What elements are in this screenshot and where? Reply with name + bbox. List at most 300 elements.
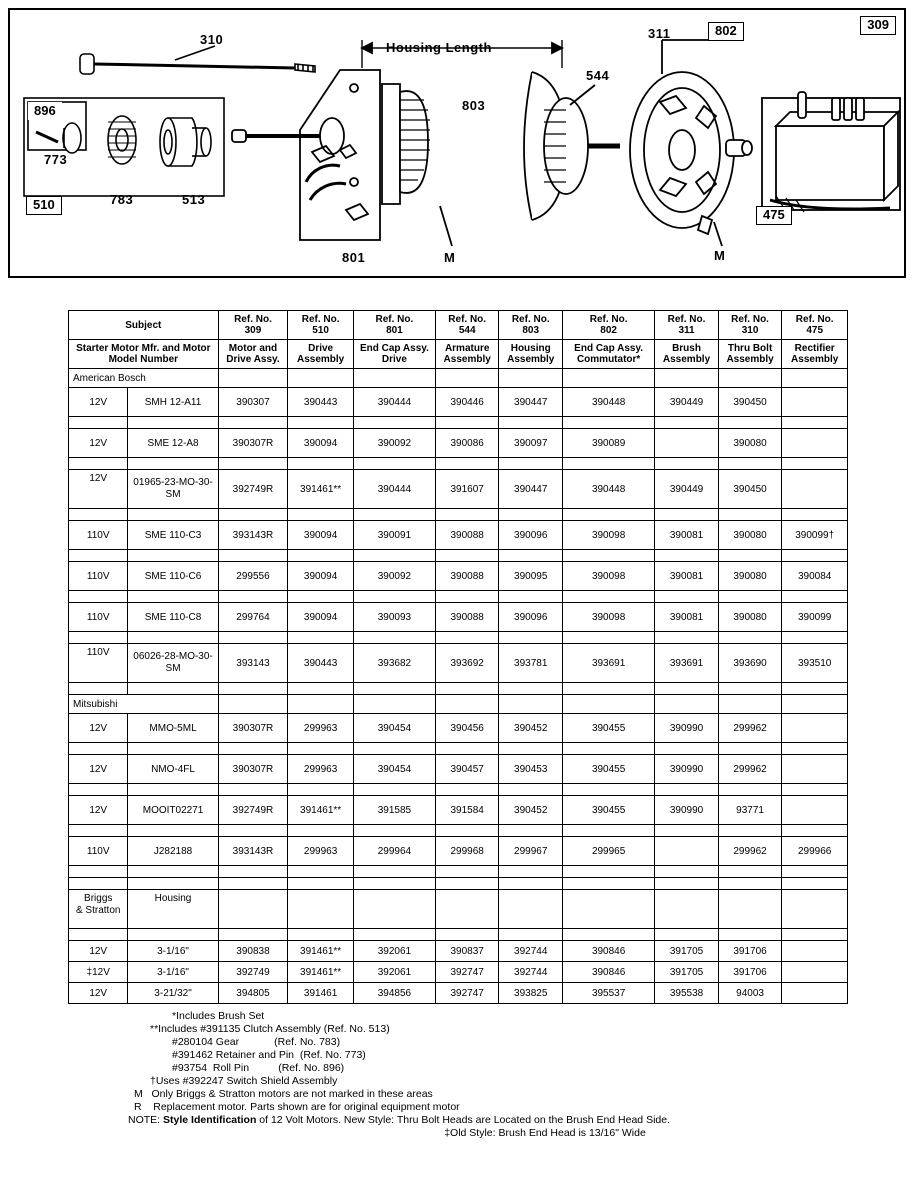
callout-box-309: 309 (860, 16, 896, 35)
cell-empty (288, 369, 354, 388)
cell-empty (655, 683, 719, 695)
cell-empty (563, 632, 655, 644)
cell-voltage: 12V (69, 388, 128, 417)
cell-empty (128, 458, 218, 470)
cell-empty (655, 632, 719, 644)
cell-empty (563, 417, 655, 429)
table-row (69, 562, 848, 591)
callout-803: 803 (462, 98, 486, 113)
cell-model: 3-1/16" (128, 941, 218, 962)
header-ref-label: Ref. No. (301, 314, 340, 325)
cell-model: 3-1/16" (128, 962, 218, 983)
cell-802: 390455 (563, 755, 655, 784)
exploded-parts-diagram (8, 8, 906, 278)
cell-510: 390094 (288, 521, 354, 550)
cell-empty (655, 550, 719, 562)
cell-544: 393692 (435, 644, 499, 683)
cell-voltage: 12V (69, 429, 128, 458)
cell-empty (69, 550, 128, 562)
parts-table (68, 310, 848, 1004)
cell-empty (218, 683, 288, 695)
group-label-line2: & Stratton (75, 905, 121, 916)
cell-empty (128, 784, 218, 796)
table-row (69, 796, 848, 825)
cell-empty (655, 878, 719, 890)
group-label: Mitsubishi (69, 695, 219, 714)
cell-311: 390990 (655, 755, 719, 784)
header-ref-309 (218, 311, 288, 340)
cell-empty (218, 550, 288, 562)
cell-empty (288, 784, 354, 796)
cell-empty (718, 743, 782, 755)
cell-empty (218, 866, 288, 878)
cell-empty (499, 509, 563, 521)
cell-311: 390081 (655, 603, 719, 632)
cell-510: 390443 (288, 388, 354, 417)
table-row (69, 603, 848, 632)
cell-empty (563, 866, 655, 878)
cell-empty (69, 784, 128, 796)
cell-model: SME 110-C6 (128, 562, 218, 591)
cell-empty (218, 825, 288, 837)
cell-311: 390449 (655, 470, 719, 509)
cell-model: SME 12-A8 (128, 429, 218, 458)
cell-empty (718, 866, 782, 878)
cell-empty (563, 743, 655, 755)
header-ref-label: Ref. No. (234, 314, 272, 325)
group-label (69, 890, 128, 929)
cell-475: 390099 (782, 603, 848, 632)
group-header-american-bosch (69, 369, 848, 388)
cell-empty (128, 743, 218, 755)
cell-empty (288, 866, 354, 878)
cell-empty (218, 632, 288, 644)
cell-empty (435, 369, 499, 388)
callout-801: 801 (342, 250, 366, 265)
cell-empty (782, 632, 848, 644)
table-header-row-2 (69, 340, 848, 369)
footnote-line: M Only Briggs & Stratton motors are not marked in these areas (134, 1088, 433, 1100)
cell-475: 299966 (782, 837, 848, 866)
cell-empty (128, 509, 218, 521)
cell-802: 395537 (563, 983, 655, 1004)
cell-311: 390449 (655, 388, 719, 417)
footnote-note (120, 1114, 910, 1127)
cell-803: 393825 (499, 983, 563, 1004)
callout-box-802: 802 (708, 22, 744, 41)
cell-empty (288, 417, 354, 429)
header-ref-label: Ref. No. (795, 314, 834, 325)
cell-empty (128, 683, 218, 695)
callout-box-475: 475 (756, 206, 792, 225)
table-spacer-row (69, 878, 848, 890)
table-spacer-row (69, 509, 848, 521)
cell-empty (563, 878, 655, 890)
table-row (69, 714, 848, 743)
cell-empty (718, 417, 782, 429)
cell-empty (288, 550, 354, 562)
cell-802: 390098 (563, 603, 655, 632)
cell-empty (782, 550, 848, 562)
cell-empty (435, 417, 499, 429)
header-ref-num: 309 (244, 325, 262, 336)
header-ref-510 (288, 311, 354, 340)
footnote-line: #391462 Retainer and Pin (Ref. No. 773) (172, 1049, 366, 1061)
cell-empty (782, 683, 848, 695)
cell-801: 391585 (353, 796, 435, 825)
cell-empty (288, 695, 354, 714)
cell-empty (499, 550, 563, 562)
cell-empty (782, 695, 848, 714)
footnote-line: *Includes Brush Set (172, 1010, 265, 1022)
header-ref-label: Ref. No. (511, 314, 550, 325)
cell-475 (782, 755, 848, 784)
cell-empty (288, 743, 354, 755)
cell-475 (782, 470, 848, 509)
cell-empty (69, 825, 128, 837)
cell-model: SMH 12-A11 (128, 388, 218, 417)
cell-empty (718, 509, 782, 521)
cell-model-text: 06026-28-MO-30-SM (133, 651, 213, 674)
cell-empty (499, 890, 563, 929)
cell-310: 390450 (718, 470, 782, 509)
cell-empty (353, 632, 435, 644)
cell-802: 390098 (563, 562, 655, 591)
cell-475: 390084 (782, 562, 848, 591)
cell-510: 299963 (288, 755, 354, 784)
header-desc-544: Armature Assembly (435, 340, 499, 369)
cell-803: 393781 (499, 644, 563, 683)
cell-empty (435, 878, 499, 890)
cell-801: 390092 (353, 562, 435, 591)
cell-475: 393510 (782, 644, 848, 683)
cell-802: 390455 (563, 796, 655, 825)
cell-475 (782, 714, 848, 743)
table-spacer-row (69, 784, 848, 796)
cell-311 (655, 429, 719, 458)
header-ref-num: 802 (600, 325, 617, 336)
cell-510: 299963 (288, 837, 354, 866)
cell-310: 393690 (718, 644, 782, 683)
cell-801: 394856 (353, 983, 435, 1004)
cell-empty (718, 825, 782, 837)
cell-empty (655, 695, 719, 714)
cell-empty (499, 417, 563, 429)
cell-309: 390838 (218, 941, 288, 962)
cell-510: 391461 (288, 983, 354, 1004)
cell-empty (435, 591, 499, 603)
group-header-briggs-stratton (69, 890, 848, 929)
cell-310: 390450 (718, 388, 782, 417)
cell-311: 390990 (655, 714, 719, 743)
header-ref-num: 801 (386, 325, 403, 336)
cell-empty (782, 929, 848, 941)
cell-802: 390448 (563, 388, 655, 417)
table-spacer-row (69, 417, 848, 429)
cell-empty (499, 683, 563, 695)
cell-310: 93771 (718, 796, 782, 825)
table-spacer-row (69, 632, 848, 644)
header-desc-309: Motor and Drive Assy. (218, 340, 288, 369)
cell-309: 392749R (218, 470, 288, 509)
header-desc-803: Housing Assembly (499, 340, 563, 369)
cell-empty (218, 743, 288, 755)
cell-544: 390457 (435, 755, 499, 784)
cell-802: 390846 (563, 962, 655, 983)
cell-empty (353, 890, 435, 929)
cell-voltage: 110V (69, 521, 128, 550)
cell-voltage: 110V (69, 562, 128, 591)
cell-544: 390088 (435, 562, 499, 591)
callout-783: 783 (110, 192, 134, 207)
header-desc-475: Rectifier Assembly (782, 340, 848, 369)
parts-table-container (68, 310, 848, 1004)
cell-544: 391607 (435, 470, 499, 509)
cell-510: 391461** (288, 962, 354, 983)
cell-empty (353, 550, 435, 562)
cell-510: 390443 (288, 644, 354, 683)
cell-empty (69, 458, 128, 470)
callout-311: 311 (648, 26, 671, 41)
table-spacer-row (69, 825, 848, 837)
cell-802: 390455 (563, 714, 655, 743)
cell-empty (782, 866, 848, 878)
cell-empty (353, 695, 435, 714)
header-ref-311 (655, 311, 719, 340)
header-ref-label: Ref. No. (448, 314, 487, 325)
cell-empty (782, 878, 848, 890)
housing-column-label: Housing (128, 890, 218, 929)
cell-voltage: 12V (69, 983, 128, 1004)
header-ref-label: Ref. No. (589, 314, 628, 325)
cell-803: 299967 (499, 837, 563, 866)
cell-309: 393143R (218, 521, 288, 550)
cell-empty (499, 591, 563, 603)
cell-empty (782, 784, 848, 796)
cell-empty (353, 866, 435, 878)
cell-802: 390089 (563, 429, 655, 458)
header-desc-802: End Cap Assy. Commutator* (563, 340, 655, 369)
cell-empty (563, 825, 655, 837)
cell-empty (563, 683, 655, 695)
cell-empty (718, 632, 782, 644)
cell-310: 390080 (718, 521, 782, 550)
cell-empty (563, 695, 655, 714)
header-ref-num: 510 (312, 325, 329, 336)
cell-empty (435, 929, 499, 941)
cell-309: 394805 (218, 983, 288, 1004)
cell-empty (69, 632, 128, 644)
cell-empty (218, 509, 288, 521)
cell-311 (655, 837, 719, 866)
cell-empty (435, 743, 499, 755)
group-header-mitsubishi (69, 695, 848, 714)
cell-empty (782, 591, 848, 603)
header-ref-num: 311 (678, 325, 695, 336)
table-row (69, 470, 848, 509)
cell-empty (655, 591, 719, 603)
footnote-note-last: ‡Old Style: Brush End Head is 13/16" Wide (444, 1127, 646, 1139)
table-row (69, 962, 848, 983)
cell-empty (218, 784, 288, 796)
cell-309: 390307R (218, 755, 288, 784)
cell-empty (353, 743, 435, 755)
cell-310: 390080 (718, 562, 782, 591)
cell-voltage: 110V (69, 603, 128, 632)
cell-empty (435, 890, 499, 929)
cell-803: 392744 (499, 962, 563, 983)
cell-empty (353, 369, 435, 388)
table-spacer-row (69, 591, 848, 603)
cell-309: 390307R (218, 714, 288, 743)
table-header-row-1 (69, 311, 848, 340)
cell-empty (218, 878, 288, 890)
cell-802: 299965 (563, 837, 655, 866)
cell-empty (128, 632, 218, 644)
callout-m-right: M (714, 248, 726, 263)
cell-empty (782, 743, 848, 755)
cell-801: 390454 (353, 755, 435, 784)
cell-empty (218, 417, 288, 429)
cell-510: 390094 (288, 429, 354, 458)
cell-311: 391705 (655, 941, 719, 962)
cell-empty (718, 369, 782, 388)
header-desc-310: Thru Bolt Assembly (718, 340, 782, 369)
cell-544: 390088 (435, 521, 499, 550)
cell-voltage: 12V (69, 796, 128, 825)
cell-309: 390307 (218, 388, 288, 417)
cell-empty (353, 683, 435, 695)
cell-empty (563, 550, 655, 562)
cell-empty (655, 369, 719, 388)
cell-empty (435, 458, 499, 470)
cell-empty (353, 929, 435, 941)
cell-empty (218, 591, 288, 603)
cell-empty (128, 825, 218, 837)
cell-empty (655, 825, 719, 837)
cell-544: 390456 (435, 714, 499, 743)
cell-801: 390092 (353, 429, 435, 458)
cell-model (128, 644, 218, 683)
cell-empty (782, 458, 848, 470)
cell-empty (435, 695, 499, 714)
table-row (69, 755, 848, 784)
cell-empty (563, 784, 655, 796)
cell-empty (655, 866, 719, 878)
header-ref-label: Ref. No. (375, 314, 414, 325)
cell-311: 391705 (655, 962, 719, 983)
table-row (69, 388, 848, 417)
cell-empty (288, 683, 354, 695)
cell-803: 390096 (499, 603, 563, 632)
cell-510: 391461** (288, 941, 354, 962)
table-row (69, 941, 848, 962)
cell-empty (288, 890, 354, 929)
cell-803: 390096 (499, 521, 563, 550)
note-prefix: NOTE: (128, 1114, 161, 1126)
header-ref-801 (353, 311, 435, 340)
cell-empty (782, 509, 848, 521)
cell-475 (782, 796, 848, 825)
cell-empty (69, 591, 128, 603)
cell-voltage: 12V (69, 470, 128, 509)
cell-empty (218, 458, 288, 470)
cell-empty (218, 695, 288, 714)
cell-510: 391461** (288, 470, 354, 509)
cell-310: 391706 (718, 962, 782, 983)
cell-voltage: ‡12V (69, 962, 128, 983)
cell-801: 390444 (353, 388, 435, 417)
cell-544: 390088 (435, 603, 499, 632)
cell-empty (563, 890, 655, 929)
cell-empty (128, 417, 218, 429)
cell-empty (655, 784, 719, 796)
cell-empty (563, 591, 655, 603)
header-ref-label: Ref. No. (731, 314, 769, 325)
cell-311: 390990 (655, 796, 719, 825)
cell-empty (128, 866, 218, 878)
cell-empty (782, 890, 848, 929)
cell-310: 391706 (718, 941, 782, 962)
cell-empty (655, 458, 719, 470)
cell-803: 390452 (499, 714, 563, 743)
cell-475 (782, 962, 848, 983)
cell-empty (353, 878, 435, 890)
cell-empty (499, 866, 563, 878)
cell-empty (499, 743, 563, 755)
cell-310: 390080 (718, 603, 782, 632)
footnotes-block (120, 1010, 910, 1140)
cell-309: 392749R (218, 796, 288, 825)
cell-empty (435, 632, 499, 644)
header-ref-num: 803 (522, 325, 540, 336)
cell-empty (69, 743, 128, 755)
group-label: American Bosch (69, 369, 219, 388)
cell-309: 299764 (218, 603, 288, 632)
cell-voltage: 12V (69, 941, 128, 962)
cell-model (128, 470, 218, 509)
cell-803: 390453 (499, 755, 563, 784)
cell-empty (69, 866, 128, 878)
cell-empty (128, 591, 218, 603)
cell-309: 393143R (218, 837, 288, 866)
cell-empty (499, 369, 563, 388)
cell-802: 390448 (563, 470, 655, 509)
cell-309: 393143 (218, 644, 288, 683)
cell-803: 390447 (499, 388, 563, 417)
cell-801: 392061 (353, 962, 435, 983)
cell-empty (563, 458, 655, 470)
header-ref-num: 544 (458, 325, 476, 336)
cell-802: 393691 (563, 644, 655, 683)
cell-empty (655, 743, 719, 755)
header-desc-311: Brush Assembly (655, 340, 719, 369)
cell-803: 390095 (499, 562, 563, 591)
cell-empty (718, 890, 782, 929)
cell-empty (718, 878, 782, 890)
cell-801: 393682 (353, 644, 435, 683)
cell-empty (353, 458, 435, 470)
note-bold: Style Identification (163, 1114, 257, 1126)
parts-table-body (69, 369, 848, 1004)
cell-empty (353, 417, 435, 429)
cell-544: 391584 (435, 796, 499, 825)
header-subject-sub: Starter Motor Mfr. and Motor Model Number (69, 340, 219, 369)
cell-475 (782, 941, 848, 962)
cell-voltage: 12V (69, 755, 128, 784)
cell-empty (435, 683, 499, 695)
footnote-line: **Includes #391135 Clutch Assembly (Ref. No. 513) (150, 1023, 390, 1035)
